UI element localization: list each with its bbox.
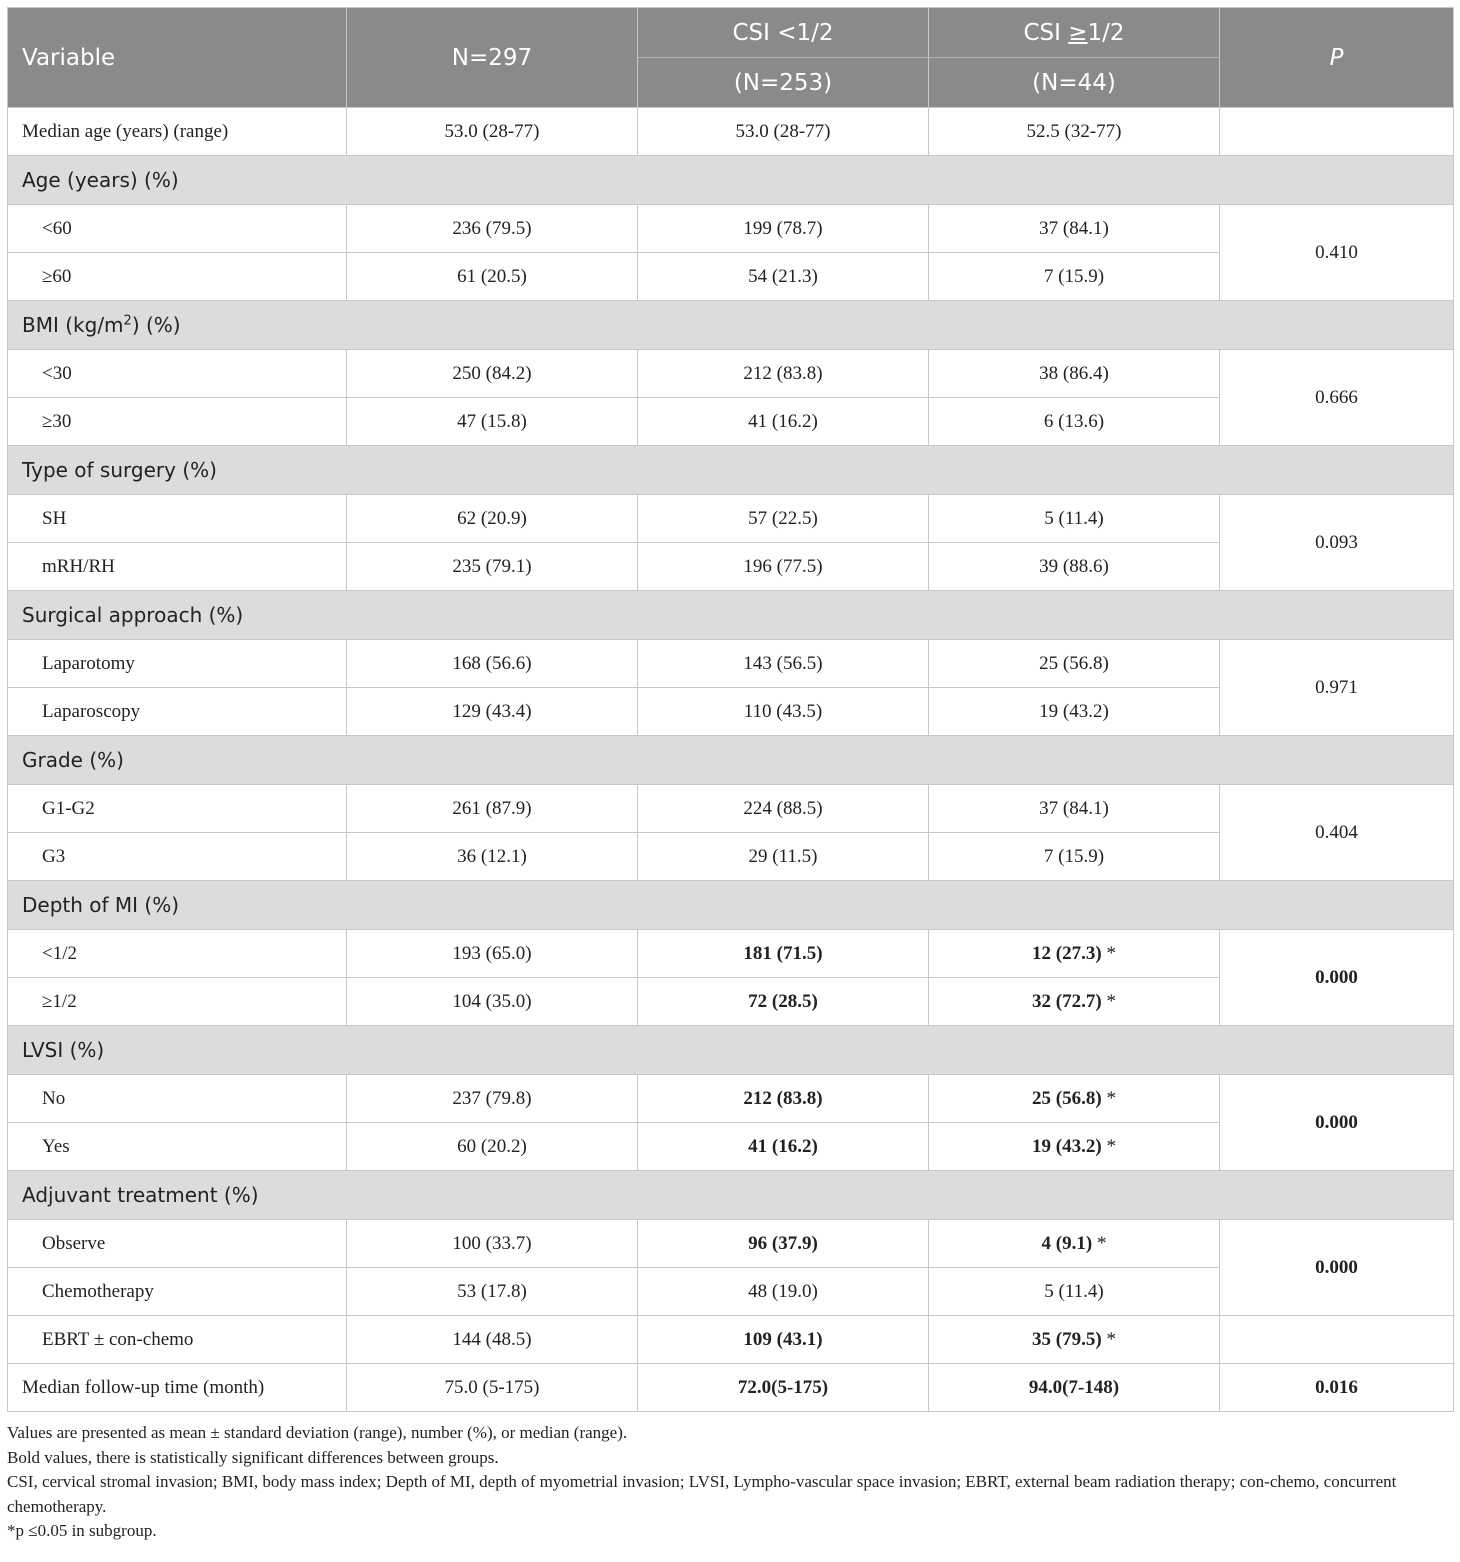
cell-group1: 53.0 (28-77): [638, 108, 929, 156]
row-label: Median follow-up time (month): [8, 1364, 347, 1412]
header-p-label: P: [1329, 44, 1344, 71]
section-row-mi: [8, 881, 1454, 930]
table-row: [8, 930, 1454, 978]
cell-group2: 39 (88.6): [929, 543, 1220, 591]
cell-group2: 19 (43.2): [929, 688, 1220, 736]
cell-total: 62 (20.9): [347, 495, 638, 543]
cell-group1: 224 (88.5): [638, 785, 929, 833]
cell-p: 0.000: [1220, 1075, 1454, 1171]
cell-group2-value: 19 (43.2): [1032, 1135, 1102, 1157]
section-row-age: [8, 156, 1454, 205]
cell-total: 104 (35.0): [347, 978, 638, 1026]
section-row-grade: [8, 736, 1454, 785]
row-label: Laparotomy: [8, 640, 347, 688]
cell-group1: 199 (78.7): [638, 205, 929, 253]
cell-group1: 48 (19.0): [638, 1268, 929, 1316]
header-group2-prefix: CSI: [1023, 19, 1069, 46]
cell-group1: 110 (43.5): [638, 688, 929, 736]
cell-total: 236 (79.5): [347, 205, 638, 253]
row-label: Chemotherapy: [8, 1268, 347, 1316]
section-title-suffix: ) (%): [131, 313, 181, 337]
cell-group2-value: 12 (27.3): [1032, 942, 1102, 964]
cell-total: 129 (43.4): [347, 688, 638, 736]
section-title: Age (years) (%): [8, 156, 1454, 205]
cell-total: 235 (79.1): [347, 543, 638, 591]
header-group2-symbol: ≥: [1068, 19, 1088, 46]
cell-group2: [929, 1316, 1220, 1364]
header-variable: Variable: [8, 8, 347, 108]
cell-total: 53.0 (28-77): [347, 108, 638, 156]
section-row-lvsi: [8, 1026, 1454, 1075]
cell-total: 47 (15.8): [347, 398, 638, 446]
cell-group1: 143 (56.5): [638, 640, 929, 688]
significance-star: *: [1106, 990, 1116, 1012]
table-row: [8, 350, 1454, 398]
cell-group1: 54 (21.3): [638, 253, 929, 301]
table-row: [8, 640, 1454, 688]
cell-total: 144 (48.5): [347, 1316, 638, 1364]
section-title-prefix: BMI (kg/m: [22, 313, 124, 337]
section-row-bmi: [8, 301, 1454, 350]
row-label: Median age (years) (range): [8, 108, 347, 156]
cell-group2-value: 35 (79.5): [1032, 1328, 1102, 1350]
cell-group2: 5 (11.4): [929, 1268, 1220, 1316]
footnote: Bold values, there is statistically significant differences between groups.: [7, 1447, 499, 1467]
row-label: SH: [8, 495, 347, 543]
table-row: [8, 495, 1454, 543]
table-row: [8, 1364, 1454, 1412]
footnote: CSI, cervical stromal invasion; BMI, body mass index; Depth of MI, depth of myometrial invasion; LVSI, Lympho-vascular space invasion; EBRT, external beam radiation therapy; con-chemo, concurrent chemotherapy.: [7, 1472, 1397, 1516]
cell-group1: 57 (22.5): [638, 495, 929, 543]
table-row: [8, 785, 1454, 833]
cell-group2: 6 (13.6): [929, 398, 1220, 446]
cell-group2: 5 (11.4): [929, 495, 1220, 543]
cell-group1: 212 (83.8): [638, 350, 929, 398]
cell-total: 75.0 (5-175): [347, 1364, 638, 1412]
row-label: <60: [8, 205, 347, 253]
section-title: Adjuvant treatment (%): [8, 1171, 1454, 1220]
cell-group2: [929, 1075, 1220, 1123]
cell-p: 0.000: [1220, 1220, 1454, 1316]
cell-group2: 38 (86.4): [929, 350, 1220, 398]
table-row: [8, 1316, 1454, 1364]
row-label: No: [8, 1075, 347, 1123]
header-total: N=297: [347, 8, 638, 108]
cell-group1: 29 (11.5): [638, 833, 929, 881]
section-title-superscript: 2: [123, 313, 132, 329]
cell-group2-value: 4 (9.1): [1041, 1232, 1093, 1254]
row-label: ≥1/2: [8, 978, 347, 1026]
cell-group1: 109 (43.1): [638, 1316, 929, 1364]
cell-group2-value: 25 (56.8): [1032, 1087, 1102, 1109]
table-row: [8, 108, 1454, 156]
table-footnotes: [7, 1421, 1453, 1544]
section-title: Type of surgery (%): [8, 446, 1454, 495]
cell-group2: 25 (56.8): [929, 640, 1220, 688]
table-header: [8, 8, 1454, 108]
row-label: mRH/RH: [8, 543, 347, 591]
cell-group1: 181 (71.5): [638, 930, 929, 978]
cell-total: 168 (56.6): [347, 640, 638, 688]
header-group1-n: (N=253): [638, 58, 929, 108]
cell-p: 0.971: [1220, 640, 1454, 736]
cell-p: 0.410: [1220, 205, 1454, 301]
cell-group2: [929, 1220, 1220, 1268]
table-row: [8, 205, 1454, 253]
header-p: [1220, 8, 1454, 108]
section-title: Surgical approach (%): [8, 591, 1454, 640]
section-row-approach: [8, 591, 1454, 640]
cell-group2: 7 (15.9): [929, 253, 1220, 301]
cell-total: 250 (84.2): [347, 350, 638, 398]
table-row: [8, 1075, 1454, 1123]
cell-group2: 37 (84.1): [929, 785, 1220, 833]
footnote: *p ≤0.05 in subgroup.: [7, 1521, 157, 1540]
table-body: [8, 108, 1454, 1412]
cell-total: 53 (17.8): [347, 1268, 638, 1316]
cell-group2: 94.0(7-148): [929, 1364, 1220, 1412]
cell-total: 61 (20.5): [347, 253, 638, 301]
section-title: Grade (%): [8, 736, 1454, 785]
table-row: [8, 1220, 1454, 1268]
row-label: Observe: [8, 1220, 347, 1268]
row-label: ≥30: [8, 398, 347, 446]
cell-p: [1220, 108, 1454, 156]
section-title: LVSI (%): [8, 1026, 1454, 1075]
cell-total: 36 (12.1): [347, 833, 638, 881]
cell-group1: 41 (16.2): [638, 1123, 929, 1171]
cell-group1: 41 (16.2): [638, 398, 929, 446]
cell-group1: 96 (37.9): [638, 1220, 929, 1268]
row-label: Laparoscopy: [8, 688, 347, 736]
cell-p-empty: [1220, 1316, 1454, 1364]
cell-group2: 52.5 (32-77): [929, 108, 1220, 156]
cell-p: 0.000: [1220, 930, 1454, 1026]
row-label: <30: [8, 350, 347, 398]
significance-star: *: [1106, 942, 1116, 964]
cell-group2: 37 (84.1): [929, 205, 1220, 253]
cell-total: 100 (33.7): [347, 1220, 638, 1268]
cell-group2-value: 32 (72.7): [1032, 990, 1102, 1012]
header-group2-title: [929, 8, 1220, 58]
row-label: G1-G2: [8, 785, 347, 833]
section-title: [8, 301, 1454, 350]
header-group2-suffix: 1/2: [1087, 19, 1125, 46]
characteristics-table: [7, 7, 1454, 1412]
footnote: Values are presented as mean ± standard deviation (range), number (%), or median (range).: [7, 1423, 628, 1442]
cell-group1: 72.0(5-175): [638, 1364, 929, 1412]
row-label: ≥60: [8, 253, 347, 301]
section-row-surgery: [8, 446, 1454, 495]
section-title: Depth of MI (%): [8, 881, 1454, 930]
row-label: G3: [8, 833, 347, 881]
cell-group1: 212 (83.8): [638, 1075, 929, 1123]
significance-star: *: [1096, 1232, 1107, 1254]
significance-star: *: [1106, 1087, 1116, 1109]
cell-total: 237 (79.8): [347, 1075, 638, 1123]
cell-group1: 72 (28.5): [638, 978, 929, 1026]
cell-group2: [929, 930, 1220, 978]
cell-total: 193 (65.0): [347, 930, 638, 978]
header-group1-title: CSI <1/2: [638, 8, 929, 58]
cell-group2: [929, 978, 1220, 1026]
cell-group2: 7 (15.9): [929, 833, 1220, 881]
cell-p: 0.016: [1220, 1364, 1454, 1412]
row-label: EBRT ± con-chemo: [8, 1316, 347, 1364]
cell-group1: 196 (77.5): [638, 543, 929, 591]
cell-total: 261 (87.9): [347, 785, 638, 833]
table-container: [7, 7, 1453, 1544]
cell-p: 0.404: [1220, 785, 1454, 881]
header-group2-n: (N=44): [929, 58, 1220, 108]
row-label: <1/2: [8, 930, 347, 978]
cell-group2: [929, 1123, 1220, 1171]
cell-p: 0.093: [1220, 495, 1454, 591]
significance-star: *: [1106, 1328, 1116, 1350]
cell-total: 60 (20.2): [347, 1123, 638, 1171]
row-label: Yes: [8, 1123, 347, 1171]
cell-p: 0.666: [1220, 350, 1454, 446]
significance-star: *: [1106, 1135, 1116, 1157]
section-row-adjuvant: [8, 1171, 1454, 1220]
